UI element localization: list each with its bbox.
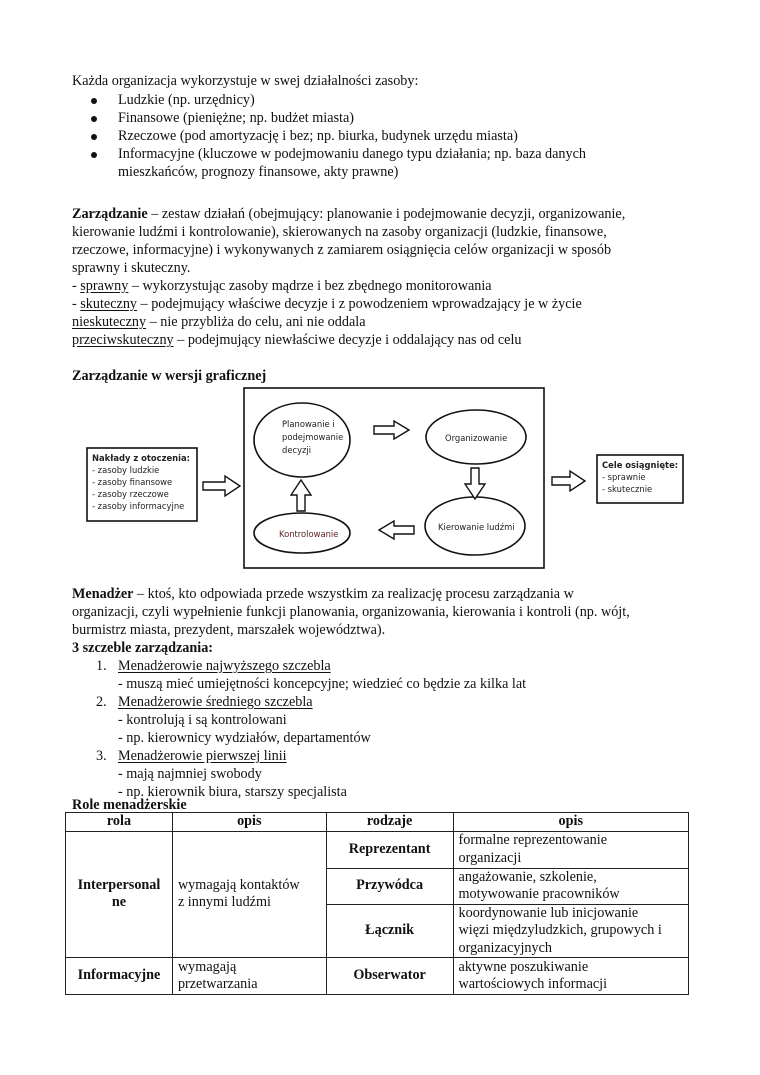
zarzadzanie-line: rzeczowe, informacyjne) i wykonywanych z zamiarem osiągnięcia celów organizacji w sposób bbox=[72, 242, 612, 258]
type-cell: Obserwator bbox=[326, 958, 453, 995]
arrow-down-icon bbox=[465, 468, 485, 499]
definition-skuteczny: - skuteczny – podejmujący właściwe decyzje i z powodzeniem wprowadzający je w życie bbox=[72, 296, 582, 312]
zarzadzanie-line: kierowanie ludźmi i kontrolowanie), skierowanych na zasoby organizacji (ludzkie, finansowe, bbox=[72, 224, 607, 240]
bullet-item: Ludzkie (np. urzędnicy) bbox=[118, 92, 255, 108]
type-desc-cell: koordynowanie lub inicjowanie więzi międzyludzkich, grupowych i organizacyjnych bbox=[453, 904, 688, 958]
bullet-item: Rzeczowe (pod amortyzację i bez; np. biurka, budynek urzędu miasta) bbox=[118, 128, 518, 144]
level-title: Menadżerowie najwyższego szczebla bbox=[118, 658, 331, 674]
column-header: rola bbox=[66, 813, 173, 832]
type-desc-cell: aktywne poszukiwanie wartościowych informacji bbox=[453, 958, 688, 995]
organizing-label: Organizowanie bbox=[445, 433, 508, 443]
controlling-label: Kontrolowanie bbox=[279, 529, 339, 539]
inputs-item: - zasoby finansowe bbox=[92, 477, 173, 487]
planning-label: decyzji bbox=[282, 445, 312, 455]
level-title: Menadżerowie średniego szczebla bbox=[118, 694, 313, 710]
zarzadzanie-paragraph: Zarządzanie – zestaw działań (obejmujący: planowanie i podejmowanie decyzji, organizowanie, bbox=[72, 206, 626, 222]
intro-text: Każda organizacja wykorzystuje w swej działalności zasoby: bbox=[72, 73, 419, 89]
type-cell: Reprezentant bbox=[326, 831, 453, 868]
table-row bbox=[66, 831, 689, 868]
arrow-right-icon bbox=[552, 471, 585, 491]
level-note: - np. kierownik biura, starszy specjalista bbox=[118, 784, 347, 800]
outputs-item: - skutecznie bbox=[602, 484, 653, 494]
planning-label: Planowanie i bbox=[282, 419, 335, 429]
arrow-up-icon bbox=[291, 480, 311, 511]
role-cell: Interpersonal ne bbox=[66, 831, 173, 958]
role-desc-cell: wymagają przetwarzania bbox=[172, 958, 326, 995]
inputs-item: - zasoby informacyjne bbox=[92, 501, 185, 511]
bullet-icon bbox=[91, 152, 97, 158]
levels-heading: 3 szczeble zarządzania: bbox=[72, 640, 214, 656]
menadzer-line: burmistrz miasta, prezydent, marszałek województwa). bbox=[72, 622, 386, 638]
menadzer-line: organizacji, czyli wypełnienie funkcji planowania, organizowania, kierowania i kontroli (np. wójt, bbox=[72, 604, 630, 620]
definition-sprawny: - sprawny – wykorzystując zasoby mądrze i bez zbędnego monitorowania bbox=[72, 278, 492, 294]
level-title: Menadżerowie pierwszej linii bbox=[118, 748, 287, 764]
role-desc-cell: wymagają kontaktów z innymi ludźmi bbox=[172, 831, 326, 958]
bullet-item: Finansowe (pieniężne; np. budżet miasta) bbox=[118, 110, 354, 126]
bullet-icon bbox=[91, 116, 97, 122]
roles-heading: Role menadżerskie bbox=[72, 797, 187, 813]
list-number: 1. bbox=[96, 658, 107, 674]
menadzer-term: Menadżer bbox=[72, 586, 134, 602]
table-row bbox=[66, 958, 689, 995]
graphic-heading: Zarządzanie w wersji graficznej bbox=[72, 368, 267, 384]
level-note: - mają najmniej swobody bbox=[118, 766, 262, 782]
bullet-icon bbox=[91, 98, 97, 104]
arrow-right-icon bbox=[374, 421, 409, 439]
column-header: rodzaje bbox=[326, 813, 453, 832]
type-cell: Przywódca bbox=[326, 868, 453, 904]
definition-nieskuteczny: nieskuteczny – nie przybliża do celu, ani nie oddala bbox=[72, 314, 366, 330]
table-header-row bbox=[66, 813, 689, 832]
role-cell: Informacyjne bbox=[66, 958, 173, 995]
outputs-title: Cele osiągnięte: bbox=[602, 460, 679, 470]
bullet-item-continuation: mieszkańców, prognozy finansowe, akty prawne) bbox=[118, 164, 399, 180]
level-note: - muszą mieć umiejętności koncepcyjne; wiedzieć co będzie za kilka lat bbox=[118, 676, 527, 692]
roles-table bbox=[65, 812, 689, 995]
level-note: - np. kierownicy wydziałów, departamentów bbox=[118, 730, 371, 746]
inputs-item: - zasoby rzeczowe bbox=[92, 489, 169, 499]
inputs-item: - zasoby ludzkie bbox=[92, 465, 160, 475]
process-frame bbox=[244, 388, 544, 568]
arrow-right-icon bbox=[203, 476, 240, 496]
zarzadzanie-line: sprawny i skuteczny. bbox=[72, 260, 191, 276]
outputs-item: - sprawnie bbox=[602, 472, 646, 482]
bullet-item: Informacyjne (kluczowe w podejmowaniu danego typu działania; np. baza danych bbox=[118, 146, 587, 162]
list-number: 2. bbox=[96, 694, 107, 710]
column-header: opis bbox=[453, 813, 688, 832]
zarzadzanie-term: Zarządzanie bbox=[72, 206, 148, 222]
definition-przeciwskuteczny: przeciwskuteczny – podejmujący niewłaściwe decyzje i oddalający nas od celu bbox=[72, 332, 522, 348]
arrow-left-icon bbox=[379, 521, 414, 539]
leading-label: Kierowanie ludźmi bbox=[438, 522, 515, 532]
level-note: - kontrolują i są kontrolowani bbox=[118, 712, 287, 728]
planning-label: podejmowanie bbox=[282, 432, 344, 442]
list-number: 3. bbox=[96, 748, 107, 764]
bullet-icon bbox=[91, 134, 97, 140]
inputs-title: Nakłady z otoczenia: bbox=[92, 453, 191, 463]
type-desc-cell: angażowanie, szkolenie, motywowanie pracowników bbox=[453, 868, 688, 904]
column-header: opis bbox=[172, 813, 326, 832]
menadzer-paragraph: Menadżer – ktoś, kto odpowiada przede wszystkim za realizację procesu zarządzania w bbox=[72, 586, 574, 602]
type-desc-cell: formalne reprezentowanie organizacji bbox=[453, 831, 688, 868]
type-cell: Łącznik bbox=[326, 904, 453, 958]
